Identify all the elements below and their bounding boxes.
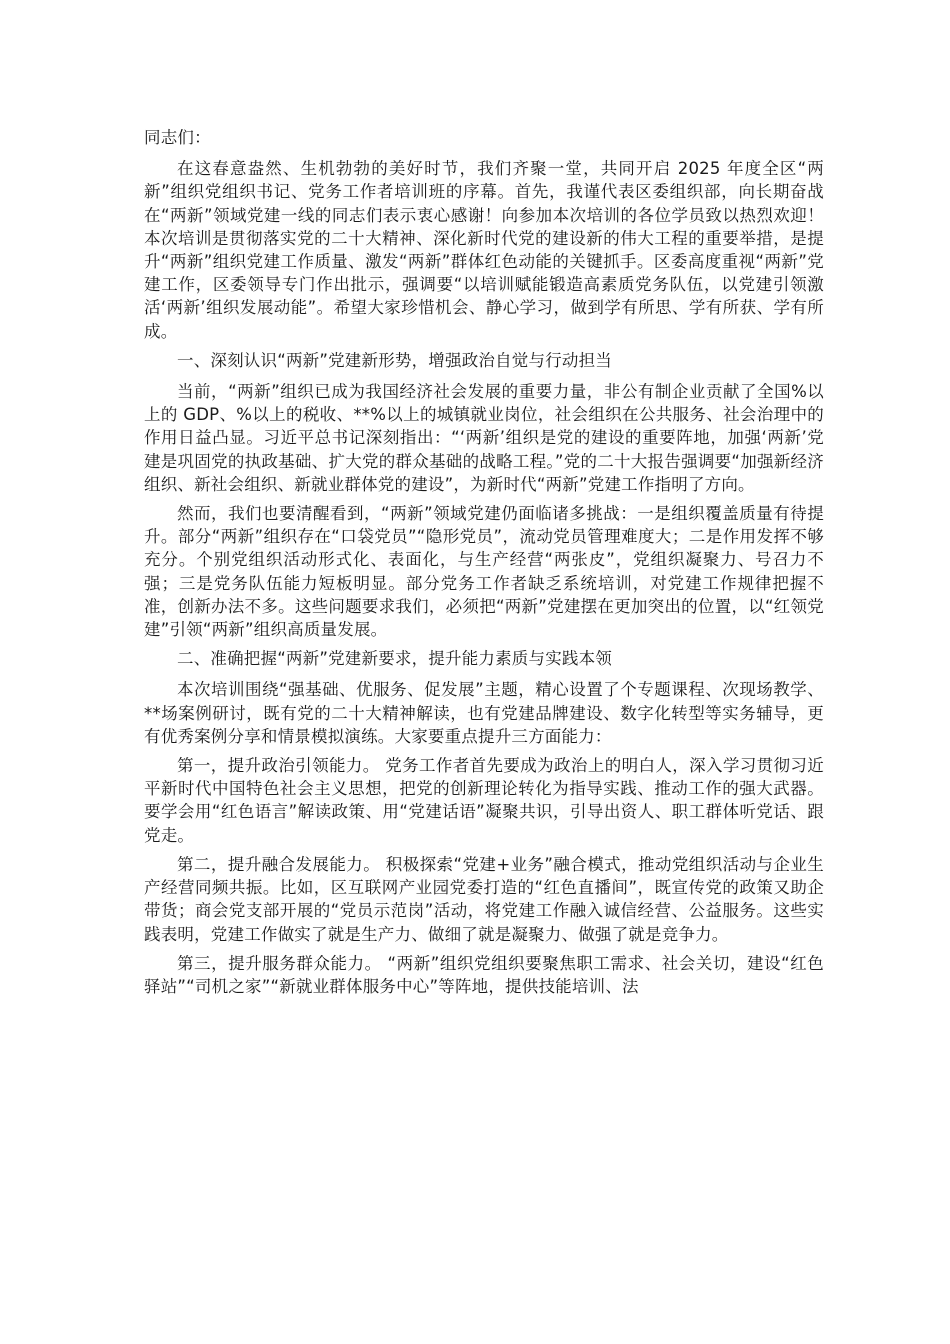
paragraph-second-ability: 第二，提升融合发展能力。 积极探索“党建+业务”融合模式，推动党组织活动与企业生产经营同频共振。比如，区互联网产业园党委打造的“红色直播间”，既宣传党的政策又助企带货；商会党支部开展的“党员示范岗”活动，将党建工作融入诚信经营、公益服务。这些实践表明，党建工作做实了就是生产力、做细了就是凝聚力、做强了就是竞争力。 (144, 854, 824, 944)
section-heading-2: 二、准确把握“两新”党建新要求，提升能力素质与实践本领 (177, 649, 612, 669)
paragraph-first-ability: 第一，提升政治引领能力。 党务工作者首先要成为政治上的明白人，深入学习贯彻习近平新时代中国特色社会主义思想，把党的创新理论转化为指导实践、推动工作的强大武器。要学会用“红色语言”解读政策、用“党建话语”凝聚共识，引导出资人、职工群体听党话、跟党走。 (144, 756, 824, 845)
section-heading-1: 一、深刻认识“两新”党建新形势，增强政治自觉与行动担当 (177, 350, 612, 370)
paragraph-training: 本次培训围绕“强基础、优服务、促发展”主题，精心设置了个专题课程、次现场教学、**场案例研讨，既有党的二十大精神解读，也有党建品牌建设、数字化转型等实务辅导，更有优秀案例分享和情景模拟演练。大家要重点提升三方面能力： (144, 680, 824, 746)
greeting: 同志们： (144, 128, 211, 147)
paragraph-situation: 当前，“两新”组织已成为我国经济社会发展的重要力量，非公有制企业贡献了全国%以上的 GDP、%以上的税收、**%以上的城镇就业岗位，社会组织在公共服务、社会治理中的作用日益凸显。习近平总书记深刻指出：“‘两新’组织是党的建设的重要阵地，加强‘两新’党建是巩固党的执政基础、扩大党的群众基础的战略工程。”党的二十大报告强调要“加强新经济组织、新社会组织、新就业群体党的建设”，为新时代“两新”党建工作指明了方向。 (144, 382, 824, 494)
paragraph-opening: 在这春意盎然、生机勃勃的美好时节，我们齐聚一堂，共同开启 2025 年度全区“两新”组织党组织书记、党务工作者培训班的序幕。首先，我谨代表区委组织部，向长期奋战在“两新”领域党建一线的同志们表示衷心感谢！向参加本次培训的各位学员致以热烈欢迎！本次培训是贯彻落实党的二十大精神、深化新时代党的建设新的伟大工程的重要举措，是提升“两新”组织党建工作质量、激发“两新”群体红色动能的关键抓手。区委高度重视“两新”党建工作，区委领导专门作出批示，强调要“以培训赋能锻造高素质党务队伍，以党建引领激活‘两新’组织发展动能”。希望大家珍惜机会、静心学习，做到学有所思、学有所获、学有所成。 (144, 159, 824, 341)
document-page (144, 126, 824, 1004)
paragraph-challenges: 然而，我们也要清醒看到，“两新”领域党建仍面临诸多挑战：一是组织覆盖质量有待提升。部分“两新”组织存在“口袋党员”“隐形党员”，流动党员管理难度大；二是作用发挥不够充分。个别党组织活动形式化、表面化，与生产经营“两张皮”，党组织凝聚力、号召力不强；三是党务队伍能力短板明显。部分党务工作者缺乏系统培训，对党建工作规律把握不准，创新办法不多。这些问题要求我们，必须把“两新”党建摆在更加突出的位置，以“红领党建”引领“两新”组织高质量发展。 (144, 504, 824, 640)
paragraph-third-ability: 第三，提升服务群众能力。 “两新”组织党组织要聚焦职工需求、社会关切，建设“红色驿站”“司机之家”“新就业群体服务中心”等阵地，提供技能培训、法 (144, 953, 824, 996)
